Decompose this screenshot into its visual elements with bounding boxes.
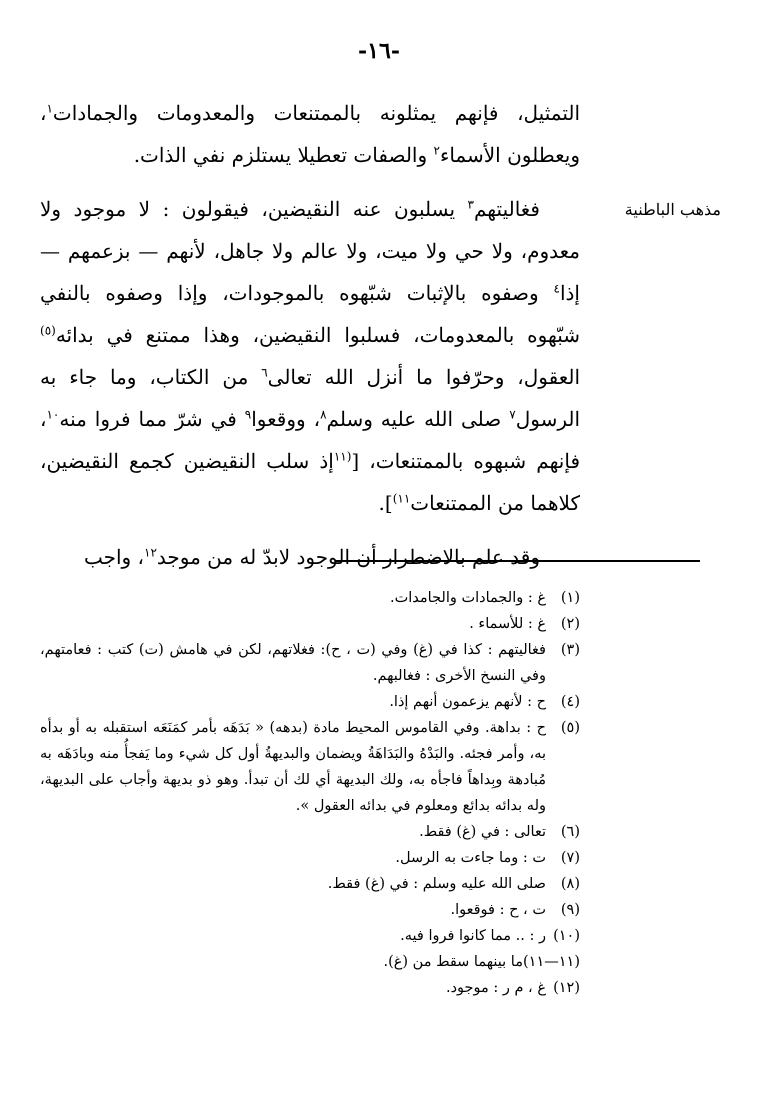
footnote-marker: ١ — [46, 101, 53, 116]
footnote-number: (٧) — [560, 850, 580, 866]
text-run: في شرّ مما فروا منه — [59, 407, 245, 431]
body-paragraph — [40, 536, 580, 578]
footnote-item — [40, 949, 580, 975]
body-paragraph — [40, 92, 580, 176]
footnote-text: ما بينهما سقط من (غ). — [383, 954, 523, 970]
footnote-marker: ٤ — [553, 281, 560, 296]
text-run: ، ويعطلون الأسماء — [40, 101, 580, 167]
text-run: ، فإنهم شبهوه بالممتنعات، [ — [40, 407, 581, 473]
footnote-marker: ٨ — [320, 407, 327, 422]
footnote-number: (٩) — [560, 902, 580, 918]
body-text — [40, 92, 580, 590]
footnote-item — [40, 637, 580, 689]
footnote-marker: ٧ — [509, 407, 516, 422]
text-run: العقول، وحرّفوا ما أنزل الله تعالى — [267, 365, 580, 389]
footnote-number: (١٢) — [553, 980, 580, 996]
footnote-marker: ٦ — [261, 365, 268, 380]
footnote-marker: (٥) — [40, 323, 56, 338]
footnote-marker: ١١) — [392, 491, 411, 506]
footnote-item — [40, 897, 580, 923]
footnote-number: (١) — [560, 590, 580, 606]
footnote-number: (١٠) — [553, 928, 580, 944]
footnote-marker: ٩ — [244, 407, 252, 422]
footnotes — [40, 585, 580, 1001]
footnote-item — [40, 715, 580, 819]
footnote-number: (٥) — [560, 720, 580, 736]
footnote-number: (٦) — [560, 824, 580, 840]
footnote-text: صلى الله عليه وسلم : في (غ) فقط. — [327, 876, 546, 892]
footnote-number: (١١—١١) — [523, 954, 580, 970]
footnote-item — [40, 975, 580, 1001]
footnote-marker: ٣ — [467, 197, 474, 212]
text-run: والصفات تعطيلا يستلزم نفي الذات. — [133, 143, 434, 167]
footnote-marker: (١١ — [333, 449, 352, 464]
footnote-marker: ١٢ — [144, 545, 157, 560]
footnote-divider — [335, 560, 700, 562]
footnote-marker: ٢ — [433, 143, 440, 158]
footnote-text: فغاليتهم : كذا في (غ) وفي (ت ، ح): فغلاتهم، لكن في هامش (ت) كتب : فعامتهم، وفي النسخ الأخرى : فغالبهم. — [40, 642, 546, 684]
footnote-text: ت ، ح : فوقعوا. — [450, 902, 546, 918]
footnote-item — [40, 923, 580, 949]
footnote-number: (٢) — [560, 616, 580, 632]
footnote-text: ح : بداهة. وفي القاموس المحيط مادة (بدهه) « بَدَهَه بأمر كمَنَعَه استقبله به أو بدأه به، وأمر فجئه. والبَدْهُ والبَدَاهَةُ ويضمان والبديهةُ أول كل شيء وما يَفجأُ منه وبادَهَه به مُبادهة وبِداهاً فاجأه به، ولك البديهة أي لك أن تبدأ. وهو ذو بديهة وأجاب على البديهة، وله بدائه بدائع ومعلوم في بدائه العقول ». — [40, 720, 546, 814]
footnote-marker: ١٠ — [46, 407, 60, 422]
footnote-item — [40, 819, 580, 845]
text-run: ، واجب — [83, 545, 144, 569]
footnote-text: ت : وما جاءت به الرسل. — [395, 850, 546, 866]
footnote-text: تعالى : في (غ) فقط. — [419, 824, 546, 840]
body-paragraph — [40, 188, 580, 524]
footnote-number: (٤) — [560, 694, 580, 710]
text-run: إذ سلب النقيضين كجمع النقيضين، كلاهما من الممتنعات — [40, 449, 580, 515]
footnote-number: (٨) — [560, 876, 580, 892]
text-run: ]. — [378, 491, 393, 515]
footnote-text: ر : .. مما كانوا فروا فيه. — [400, 928, 546, 944]
footnote-item — [40, 611, 580, 637]
text-run: صلى الله عليه وسلم — [326, 407, 510, 431]
text-run: فغاليتهم — [474, 197, 540, 221]
margin-note: مذهب الباطنية — [624, 200, 721, 219]
footnote-text: ح : لأنهم يزعمون أنهم إذا. — [389, 694, 546, 710]
text-run: وصفوه بالإثبات شبّهوه بالموجودات، وإذا وصفوه بالنفي شبّهوه بالمعدومات، فسلبوا النقيضين، وهذا ممتنع في بدائه — [40, 281, 580, 347]
footnote-item — [40, 845, 580, 871]
text-run: وقد علم بالاضطرار أن الوجود لابدّ له من موجد — [156, 545, 540, 569]
text-run: ، ووقعوا — [251, 407, 321, 431]
text-run: يسلبون عنه النقيضين، فيقولون : لا موجود ولا معدوم، ولا حي ولا ميت، ولا عالم ولا جاهل، لأنهم — بزعمهم — إذا — [40, 197, 580, 305]
text-run: التمثيل، فإنهم يمثلونه بالممتنعات والمعدومات والجمادات — [52, 101, 580, 125]
footnote-text: غ : والجمادات والجامدات. — [389, 590, 546, 606]
footnote-number: (٣) — [560, 642, 580, 658]
footnote-item — [40, 585, 580, 611]
footnote-text: غ : للأسماء . — [469, 616, 546, 632]
footnote-item — [40, 689, 580, 715]
footnote-text: غ ، م ر : موجود. — [445, 980, 546, 996]
page-number: -١٦- — [358, 38, 400, 64]
text-run: من الكتاب، وما جاء به الرسول — [40, 365, 581, 431]
footnote-item — [40, 871, 580, 897]
